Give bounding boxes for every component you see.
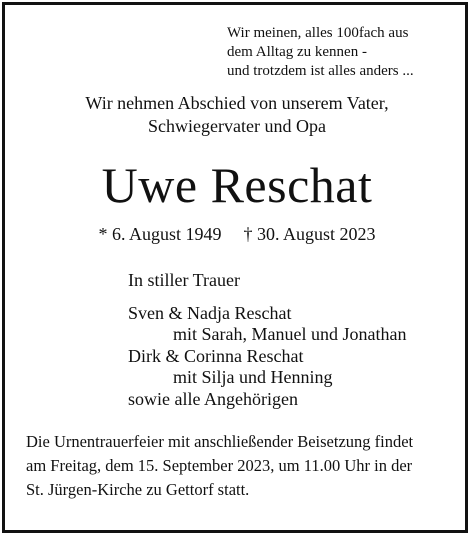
notice-line: St. Jürgen-Kirche zu Gettorf statt. — [26, 480, 250, 499]
funeral-notice — [26, 430, 413, 502]
intro-line: Wir nehmen Abschied von unserem Vater, — [85, 93, 389, 113]
notice-line: Die Urnentrauerfeier mit anschließender Beisetzung findet — [26, 432, 414, 451]
mourner-line: mit Silja und Henning — [173, 367, 333, 387]
mourner-line: Dirk & Corinna Reschat — [128, 345, 304, 366]
intro-line: Schwiegervater und Opa — [148, 116, 326, 136]
mourner-line: Sven & Nadja Reschat — [128, 302, 292, 323]
death-date: † 30. August 2023 — [243, 224, 376, 244]
motto-line: Wir meinen, alles 100fach aus — [227, 25, 409, 41]
mourner-line: mit Sarah, Manuel und Jonathan — [173, 324, 407, 344]
deceased-name: Uwe Reschat — [101, 157, 373, 213]
mourners-list — [128, 270, 406, 410]
mourner-line: sowie alle Angehörigen — [128, 388, 298, 409]
motto-line: und trotzdem ist alles anders ... — [227, 63, 414, 79]
mourning-heading: In stiller Trauer — [128, 270, 240, 290]
motto-quote — [227, 24, 414, 81]
life-dates — [0, 223, 474, 245]
farewell-intro — [0, 92, 474, 138]
motto-line: dem Alltag zu kennen - — [227, 44, 367, 60]
birth-date: * 6. August 1949 — [98, 224, 222, 244]
notice-line: am Freitag, dem 15. September 2023, um 11.00 Uhr in der — [26, 456, 413, 475]
